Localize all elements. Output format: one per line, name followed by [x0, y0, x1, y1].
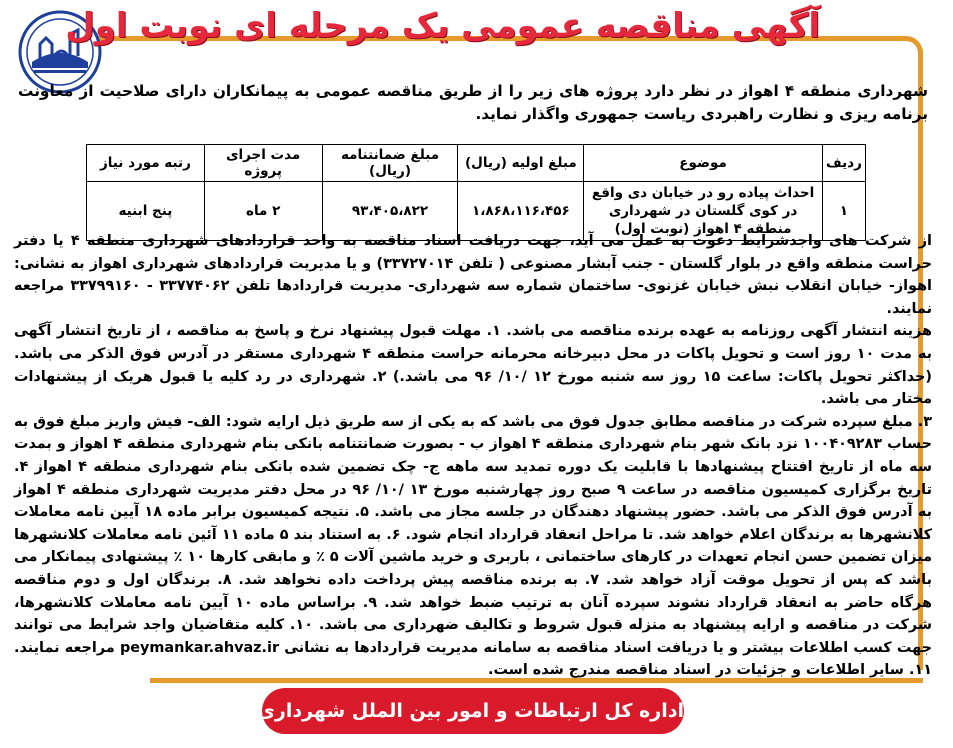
conditions-text-end: مراجعه نمایند. ۱۱. سایر اطلاعات و جزئیات در اسناد مناقصه مندرج شده است. [14, 639, 932, 679]
footer-banner: اداره کل ارتباطات و امور بین الملل شهرداری اهواز [262, 688, 684, 734]
body-paragraph-deadlines: هزینه انتشار آگهی روزنامه به عهده برنده مناقصه می باشد. ۱. مهلت قبول پیشنهاد نرخ و پاسخ به مناقصه ، از تاریخ انتشار آگهی به مدت ۱۰ روز است و تحویل پاکات در محل دبیرخانه محرمانه حراست منطقه ۴ شهرداری مستقر در آدرس فوق الذکر می باشد. (حداکثر تحویل پاکات: ساعت ۱۵ روز سه شنبه مورخ ۱۲ /۱۰/ ۹۶ می باشد.) ۲. شهرداری در رد کلیه یا قبول هریک از پیشنهادات مختار می باشد. [14, 323, 932, 408]
cell-subject: احداث پیاده رو در خیابان دی واقع در کوی گلستان در شهرداری منطقه ۴ اهواز (نوبت اول) [584, 182, 823, 241]
cell-row-number: ۱ [822, 182, 865, 241]
table-header-row [87, 145, 866, 182]
cell-initial-amount: ۱،۸۶۸،۱۱۶،۴۵۶ [458, 182, 584, 241]
body-paragraph-invitation: از شرکت های واجدشرایط دعوت به عمل می آید، جهت دریافت اسناد مناقصه به واحد قراردادهای شهرداری منطقه ۴ یا دفتر حراست منطقه واقع در بلوار گلستان - جنب آبشار مصنوعی ( تلفن ۳۳۷۲۷۰۱۴) و یا مدیریت قراردادهای شهرداری اهواز به نشانی: اهواز- خیابان انقلاب نبش خیابان غزنوی- ساختمان شماره سه شهرداری- مدیریت قراردادها تلفن ۳۳۷۷۴۰۶۲ - ۳۳۷۹۹۱۶۰ مراجعه نمایند. [14, 233, 932, 317]
header-grade: رتبه مورد نیاز [87, 145, 205, 182]
tender-table [86, 144, 866, 241]
intro-paragraph: شهرداری منطقه ۴ اهواز در نظر دارد پروژه های زیر را از طریق مناقصه عمومی به پیمانکاران دارای صلاحیت از معاونت برنامه ریزی و نظارت راهبردی ریاست جمهوری واگذار نماید. [18, 82, 928, 123]
header-subject: موضوع [584, 145, 823, 182]
body-paragraph-conditions [14, 411, 932, 682]
contracts-website-link[interactable]: peymankar.ahvaz.ir [119, 639, 280, 656]
conditions-text: ۳. مبلغ سپرده شرکت در مناقصه مطابق جدول فوق می باشد که به یکی از سه طریق ذیل ارایه شود: الف- فیش واریز مبلغ فوق به حساب ۱۰۰۴۰۹۲۸۳ نزد بانک شهر بنام شهرداری منطقه ۴ اهواز ب - بصورت ضمانتنامه بانکی بنام شهرداری منطقه ۴ اهواز و بمدت سه ماه از تاریخ افتتاح پیشنهادها با قابلیت یک دوره تمدید سه ماهه ج- چک تضمین شده بانکی بنام شهرداری منطقه ۴ اهواز ۴. تاریخ برگزاری کمیسیون مناقصه در ساعت ۹ صبح روز چهارشنبه مورخ ۱۳ /۱۰/ ۹۶ در محل دفتر مدیریت شهرداری منطقه ۴ اهواز به آدرس فوق الذکر می باشد. حضور پیشنهاد دهندگان در جلسه مجاز می باشد. ۵. نتیجه کمیسیون برابر ماده ۱۸ آیین نامه معاملات کلانشهرها به برندگان اعلام خواهد شد. تا مراحل انعقاد قرارداد انجام شود. ۶. به استناد بند ۵ ماده ۱۱ آئین نامه معاملات کلانشهرها میزان تضمین حسن انجام تعهدات در کارهای ساختمانی ، باربری و خرید ماشین آلات ۵ ٪ و مابقی کارها ۱۰ ٪ پیشنهادی پیمانکار می باشد که پس از تحویل موقت آزاد خواهد شد. ۷. به برنده مناقصه پیش پرداخت داده نخواهد شد. ۸. برندگان اول و دوم مناقصه هرگاه حاضر به انعقاد قرارداد نشوند سپرده آنان به ترتیب ضبط خواهد شد. ۹. براساس ماده ۱۰ آیین نامه معاملات کلانشهرها، شرکت در مناقصه و ارایه پیشنهاد به منزله قبول شروط و تکالیف ضهرداری می باشد. ۱۰. کلیه متقاضیان واجد شرایط می توانند جهت کسب اطلاعات بیشتر و یا دریافت اسناد مناقصه به سامانه مدیریت قراردادها به نشانی [14, 413, 933, 656]
cell-duration: ۲ ماه [204, 182, 322, 241]
header-initial-amount: مبلغ اولیه (ریال) [458, 145, 584, 182]
cell-guarantee-amount: ۹۳،۴۰۵،۸۲۲ [322, 182, 458, 241]
header-guarantee-amount: مبلغ ضمانتنامه (ریال) [322, 145, 458, 182]
page-title: آگهی مناقصه عمومی یک مرحله ای نوبت اول [65, 6, 820, 46]
body-text [14, 230, 932, 682]
cell-grade: پنج ابنیه [87, 182, 205, 241]
header-duration: مدت اجرای پروژه [204, 145, 322, 182]
header-row-number: ردیف [822, 145, 865, 182]
